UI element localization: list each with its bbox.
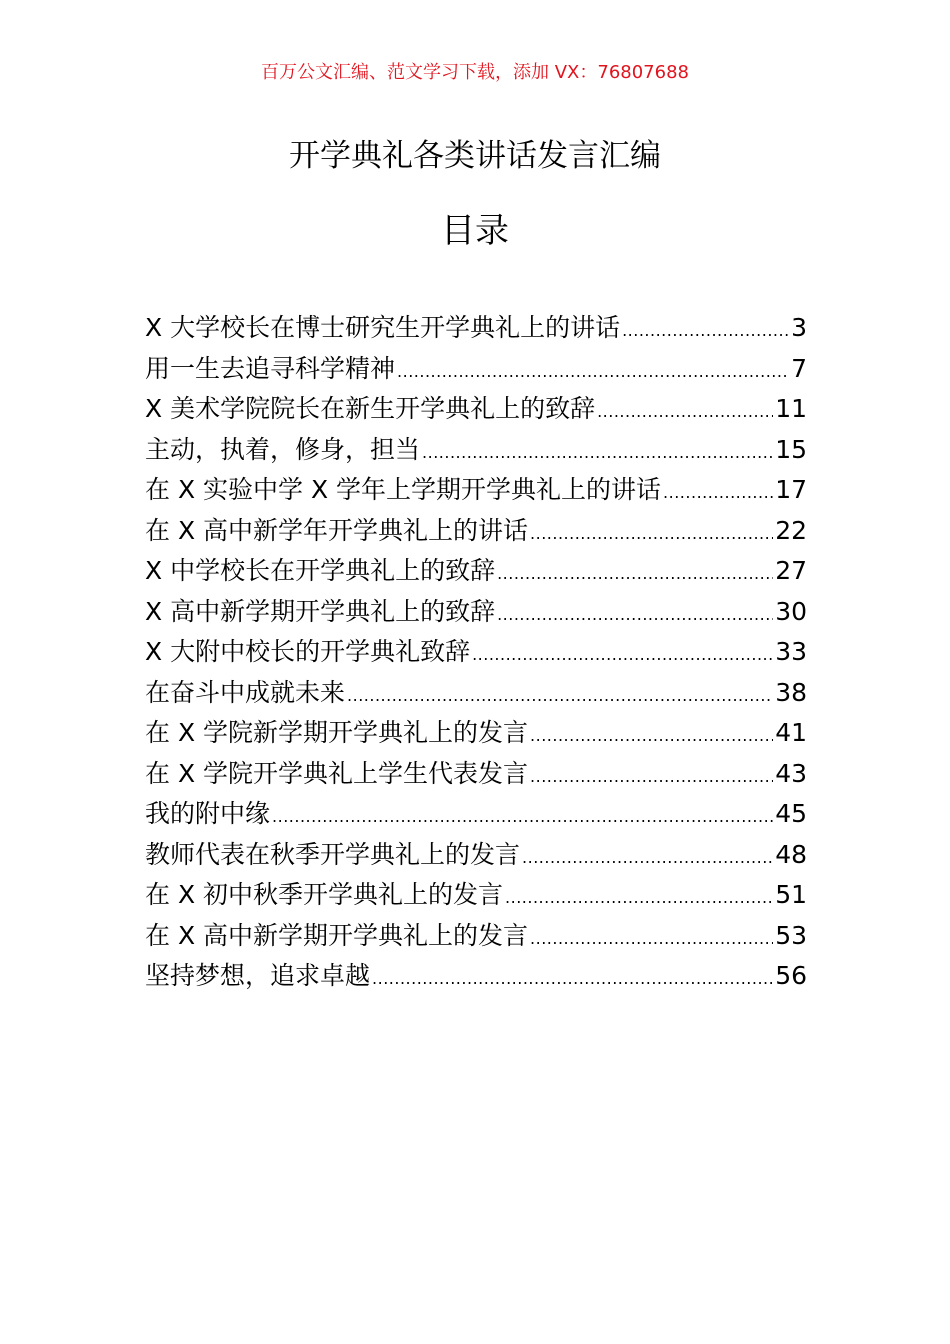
toc-entry-title: 在 X 高中新学年开学典礼上的讲话 — [145, 515, 529, 545]
toc-entry-page: 22 — [775, 515, 807, 545]
toc-leader-dots — [505, 878, 773, 919]
toc-entry[interactable] — [145, 308, 807, 349]
toc-leader-dots — [622, 311, 789, 352]
toc-leader-dots — [530, 757, 773, 798]
toc-entry-page: 53 — [775, 920, 807, 950]
toc-leader-dots — [422, 433, 773, 474]
toc-entry[interactable] — [145, 349, 807, 390]
toc-entry[interactable] — [145, 916, 807, 957]
toc-entry[interactable] — [145, 389, 807, 430]
toc-entry[interactable] — [145, 430, 807, 471]
toc-entry-page: 45 — [775, 799, 807, 828]
toc-entry-page: 41 — [775, 718, 807, 747]
toc-leader-dots — [530, 514, 773, 555]
toc-leader-dots — [497, 554, 773, 595]
toc-entry-page: 56 — [775, 961, 807, 990]
toc-entry[interactable] — [145, 713, 807, 754]
toc-leader-dots — [663, 473, 773, 514]
toc-leader-dots — [497, 595, 773, 636]
toc-entry-page: 3 — [791, 313, 807, 342]
toc-leader-dots — [272, 797, 773, 838]
toc-entry-page: 30 — [775, 596, 807, 626]
toc-entry-title: 主动，执着，修身，担当 — [145, 434, 421, 464]
toc-leader-dots — [522, 838, 773, 879]
toc-leader-dots — [372, 959, 773, 1000]
toc-leader-dots — [472, 635, 773, 676]
toc-entry-title: 坚持梦想，追求卓越 — [145, 961, 371, 990]
toc-entry-title: 我的附中缘 — [145, 799, 271, 828]
toc-entry-page: 51 — [775, 880, 807, 909]
table-of-contents — [145, 308, 807, 997]
toc-entry-title: 在 X 实验中学 X 学年上学期开学典礼上的讲话 — [145, 475, 662, 504]
toc-entry[interactable] — [145, 875, 807, 916]
toc-entry-page: 33 — [775, 637, 807, 666]
toc-entry[interactable] — [145, 754, 807, 795]
toc-entry-page: 11 — [775, 394, 807, 423]
toc-entry-title: 教师代表在秋季开学典礼上的发言 — [145, 839, 521, 869]
toc-entry[interactable] — [145, 592, 807, 633]
toc-entry-title: 在 X 初中秋季开学典礼上的发言 — [145, 880, 504, 909]
toc-leader-dots — [397, 352, 789, 393]
toc-entry-page: 27 — [775, 556, 807, 585]
toc-leader-dots — [347, 676, 773, 717]
toc-entry-title: X 美术学院院长在新生开学典礼上的致辞 — [145, 394, 596, 423]
toc-entry-title: X 大学校长在博士研究生开学典礼上的讲话 — [145, 313, 621, 342]
toc-entry[interactable] — [145, 835, 807, 876]
toc-entry-title: 在 X 学院开学典礼上学生代表发言 — [145, 758, 529, 788]
toc-leader-dots — [530, 716, 773, 757]
toc-entry-title: X 中学校长在开学典礼上的致辞 — [145, 556, 496, 585]
toc-entry-page: 15 — [775, 434, 807, 464]
toc-entry-title: X 大附中校长的开学典礼致辞 — [145, 637, 471, 666]
toc-entry[interactable] — [145, 673, 807, 714]
toc-entry-title: 在 X 高中新学期开学典礼上的发言 — [145, 920, 529, 950]
toc-entry-title: X 高中新学期开学典礼上的致辞 — [145, 596, 496, 626]
toc-entry-page: 43 — [775, 758, 807, 788]
toc-entry[interactable] — [145, 511, 807, 552]
toc-entry-page: 17 — [775, 475, 807, 504]
toc-entry-page: 48 — [775, 839, 807, 869]
toc-entry[interactable] — [145, 794, 807, 835]
toc-entry-title: 在奋斗中成就未来 — [145, 677, 346, 707]
toc-entry-title: 用一生去追寻科学精神 — [145, 353, 396, 383]
header-notice: 百万公文汇编、范文学习下载，添加 VX：76807688 — [261, 62, 689, 83]
toc-entry-page: 38 — [775, 677, 807, 707]
toc-entry[interactable] — [145, 551, 807, 592]
toc-entry[interactable] — [145, 956, 807, 997]
toc-leader-dots — [597, 392, 773, 433]
toc-heading: 目录 — [441, 211, 509, 251]
toc-leader-dots — [530, 919, 773, 960]
toc-entry-title: 在 X 学院新学期开学典礼上的发言 — [145, 718, 529, 747]
toc-entry[interactable] — [145, 470, 807, 511]
toc-entry[interactable] — [145, 632, 807, 673]
document-title: 开学典礼各类讲话发言汇编 — [289, 138, 661, 174]
toc-entry-page: 7 — [791, 353, 807, 383]
